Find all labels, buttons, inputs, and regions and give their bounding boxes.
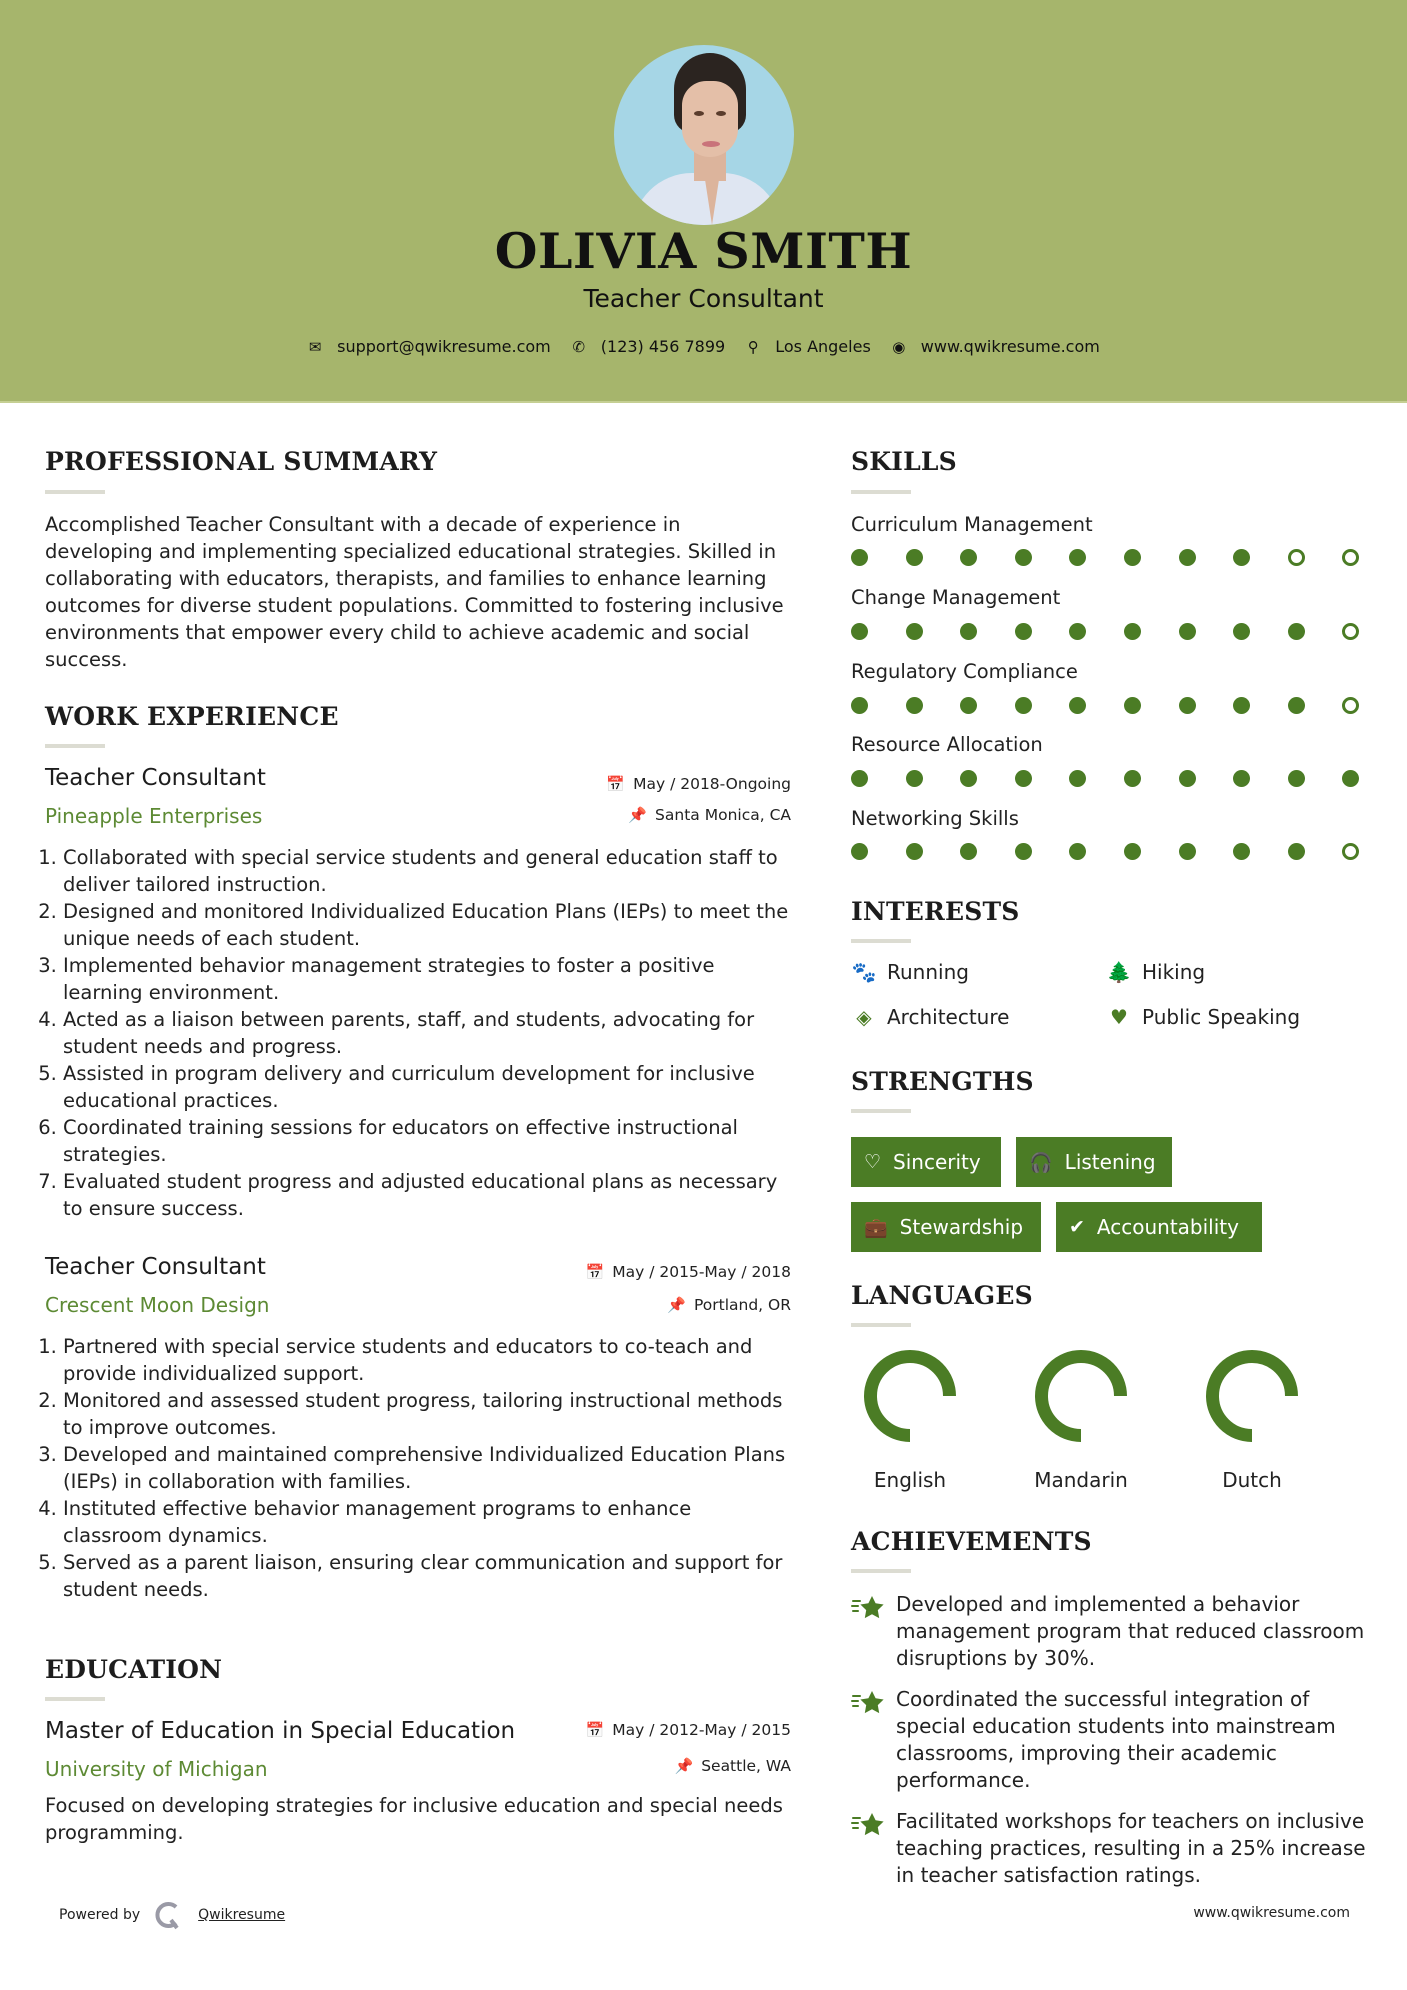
job-title: Teacher Consultant [45, 1254, 266, 1280]
skill-dot-filled [851, 623, 868, 640]
language-item [1192, 1350, 1312, 1492]
pushpin-icon: 📌 [674, 1757, 694, 1775]
strength-badge: ✔ Accountability [1056, 1202, 1262, 1252]
calendar-icon: 📅 [585, 1263, 605, 1281]
calendar-icon: 📅 [585, 1721, 605, 1739]
skill-dot-filled [1069, 843, 1086, 860]
job-dates: 📅 May / 2018-Ongoing [606, 775, 791, 793]
skill-label: Change Management [851, 586, 1061, 609]
candidate-role: Teacher Consultant [583, 284, 824, 313]
achievement-item: Facilitated workshops for teachers on inclusive teaching practices, resulting in a 25% increase in teacher satisfaction ratings. [851, 1808, 1371, 1889]
skill-dot-filled [851, 697, 868, 714]
interest-item: 🐾 Running [851, 960, 969, 984]
skill-dot-empty [1342, 549, 1359, 566]
skill-dot-filled [960, 843, 977, 860]
section-title-strengths: STRENGTHS [851, 1067, 1034, 1096]
skill-dot-filled [1124, 623, 1141, 640]
job-location: 📌 Santa Monica, CA [628, 806, 791, 824]
section-divider [851, 939, 911, 943]
education-description: Focused on developing strategies for inclusive education and special needs programming. [45, 1794, 783, 1844]
skill-dot-filled [1233, 623, 1250, 640]
phone-icon: ✆ [572, 337, 586, 356]
skill-dot-filled [906, 549, 923, 566]
job-location: 📌 Portland, OR [667, 1296, 791, 1314]
section-divider [851, 490, 911, 494]
resume-header [0, 0, 1407, 403]
skill-dot-filled [1015, 770, 1032, 787]
skill-dot-filled [1015, 549, 1032, 566]
bullet-item: 1. Collaborated with special service students and general education staff to deliver tailored instruction. [63, 844, 795, 898]
skill-dot-filled [1069, 549, 1086, 566]
skill-rating [851, 549, 1397, 566]
strength-badge: 💼 Stewardship [851, 1202, 1041, 1252]
section-title-experience: WORK EXPERIENCE [45, 702, 339, 731]
heart-outline-icon: ♡ [864, 1151, 882, 1173]
job-title: Teacher Consultant [45, 765, 266, 791]
skill-dot-filled [1179, 843, 1196, 860]
profile-photo [614, 45, 794, 225]
section-divider [45, 744, 105, 748]
skill-dot-empty [1342, 697, 1359, 714]
section-divider [851, 1569, 911, 1573]
skill-dot-empty [1342, 843, 1359, 860]
skill-dot-filled [1069, 770, 1086, 787]
education-location: 📌 Seattle, WA [674, 1757, 791, 1775]
skill-dot-filled [1179, 549, 1196, 566]
envelope-icon: ✉ [308, 337, 322, 356]
bullet-item: 5. Served as a parent liaison, ensuring clear communication and support for student needs. [63, 1549, 795, 1603]
skill-dot-filled [906, 623, 923, 640]
skill-dot-filled [1179, 770, 1196, 787]
bullet-item: 4. Instituted effective behavior management programs to enhance classroom dynamics. [63, 1495, 795, 1549]
school-name: University of Michigan [45, 1757, 268, 1781]
section-title-interests: INTERESTS [851, 897, 1020, 926]
skill-dot-filled [1288, 770, 1305, 787]
paw-icon: 🐾 [851, 960, 877, 984]
skill-dot-filled [1288, 697, 1305, 714]
skill-dot-filled [960, 770, 977, 787]
contact-location [745, 337, 871, 356]
skill-dot-filled [1124, 697, 1141, 714]
section-title-skills: SKILLS [851, 447, 957, 476]
headphones-icon: 🎧 [1029, 1151, 1053, 1174]
bullet-item: 4. Acted as a liaison between parents, staff, and students, advocating for student needs and progress. [63, 1006, 795, 1060]
powered-by [59, 1900, 285, 1930]
tree-icon: 🌲 [1106, 960, 1132, 984]
achievement-item: Coordinated the successful integration of special education students into mainstream classrooms, improving their academic performance. [851, 1686, 1371, 1794]
language-label: English [873, 1468, 947, 1492]
skill-label: Regulatory Compliance [851, 660, 1078, 683]
language-ring [1206, 1350, 1298, 1442]
skill-dot-filled [1015, 623, 1032, 640]
skill-dot-filled [906, 843, 923, 860]
skill-dot-filled [960, 549, 977, 566]
skill-dot-filled [1233, 697, 1250, 714]
strength-badge: 🎧 Listening [1016, 1137, 1172, 1187]
contact-phone[interactable] [571, 337, 725, 356]
skill-dot-filled [851, 549, 868, 566]
strength-badge: ♡ Sincerity [851, 1137, 1001, 1187]
section-divider [851, 1323, 911, 1327]
contact-website[interactable] [891, 337, 1100, 356]
star-award-icon [851, 1688, 885, 1716]
footer-website[interactable]: www.qwikresume.com [1193, 1905, 1350, 1921]
skill-dot-empty [1288, 549, 1305, 566]
skill-label: Networking Skills [851, 807, 1019, 830]
language-ring [1035, 1350, 1127, 1442]
skill-dot-filled [1124, 770, 1141, 787]
bullet-item: 5. Assisted in program delivery and curriculum development for inclusive educational practices. [63, 1060, 795, 1114]
skill-dot-filled [851, 770, 868, 787]
summary-text: Accomplished Teacher Consultant with a decade of experience in developing and implementing specialized educational strategies. Skilled in collaborating with educators, therapists, and families to enhance learning outcomes for diverse student populations. Committed to fostering inclusive environments that empower every child to achieve academic and social success. [45, 513, 784, 671]
bullet-item: 1. Partnered with special service students and educators to co-teach and provide individualized support. [63, 1333, 795, 1387]
language-label: Dutch [1222, 1468, 1282, 1492]
heartbeat-icon: ♥ [1110, 1005, 1128, 1029]
skill-label: Curriculum Management [851, 513, 1093, 536]
contact-location-text: Los Angeles [775, 337, 871, 356]
skill-dot-empty [1342, 623, 1359, 640]
candidate-name: OLIVIA SMITH [494, 222, 913, 280]
contact-email-text: support@qwikresume.com [337, 337, 551, 356]
section-title-summary: PROFESSIONAL SUMMARY [45, 447, 438, 476]
skill-rating [851, 770, 1397, 787]
skill-label: Resource Allocation [851, 733, 1043, 756]
education-dates: 📅 May / 2012-May / 2015 [585, 1721, 791, 1739]
contact-phone-text: (123) 456 7899 [600, 337, 726, 356]
skill-dot-filled [906, 770, 923, 787]
job-company: Pineapple Enterprises [45, 804, 263, 828]
skill-rating [851, 697, 1397, 714]
globe-icon: ◉ [892, 337, 906, 356]
skill-dot-filled [960, 697, 977, 714]
skill-dot-filled [1069, 623, 1086, 640]
section-title-education: EDUCATION [45, 1655, 223, 1684]
skill-dot-filled [1069, 697, 1086, 714]
star-award-icon [851, 1593, 885, 1621]
skill-dot-filled [1179, 623, 1196, 640]
skill-dot-filled [1015, 697, 1032, 714]
language-ring [864, 1350, 956, 1442]
interest-item: 🌲 Hiking [1106, 960, 1206, 984]
skill-dot-filled [906, 697, 923, 714]
bullet-item: 6. Coordinated training sessions for educators on effective instructional strategies. [63, 1114, 795, 1168]
powered-by-label: Powered by [59, 1907, 141, 1923]
skill-dot-filled [1233, 770, 1250, 787]
star-award-icon [851, 1810, 885, 1838]
map-pin-icon: ⚲ [747, 337, 759, 356]
degree-title: Master of Education in Special Education [45, 1718, 516, 1744]
skill-dot-filled [851, 843, 868, 860]
language-item [850, 1350, 970, 1492]
job-bullets [45, 1333, 795, 1603]
skill-dot-filled [1124, 549, 1141, 566]
language-label: Mandarin [1034, 1468, 1128, 1492]
skill-rating [851, 623, 1397, 640]
skill-dot-filled [1124, 843, 1141, 860]
contact-row [0, 337, 1407, 356]
section-title-languages: LANGUAGES [851, 1281, 1033, 1310]
job-dates: 📅 May / 2015-May / 2018 [585, 1263, 791, 1281]
bullet-item: 2. Designed and monitored Individualized Education Plans (IEPs) to meet the unique needs of each student. [63, 898, 795, 952]
pushpin-icon: 📌 [667, 1296, 686, 1314]
ruler-icon: ◈ [856, 1005, 872, 1029]
section-divider [45, 490, 105, 494]
skill-dot-filled [1233, 843, 1250, 860]
skill-rating [851, 843, 1397, 860]
skill-dot-filled [1342, 770, 1359, 787]
skill-dot-filled [960, 623, 977, 640]
skill-dot-filled [1288, 843, 1305, 860]
bullet-item: 3. Implemented behavior management strategies to foster a positive learning environment. [63, 952, 795, 1006]
check-circle-icon: ✔ [1069, 1216, 1085, 1238]
qwikresume-link[interactable]: Qwikresume [198, 1907, 286, 1923]
interest-item: ♥ Public Speaking [1106, 1005, 1300, 1029]
job-company: Crescent Moon Design [45, 1293, 270, 1317]
bullet-item: 7. Evaluated student progress and adjusted educational plans as necessary to ensure success. [63, 1168, 795, 1222]
bullet-item: 3. Developed and maintained comprehensive Individualized Education Plans (IEPs) in collaboration with families. [63, 1441, 795, 1495]
skill-dot-filled [1288, 623, 1305, 640]
briefcase-icon: 💼 [864, 1216, 888, 1239]
calendar-icon: 📅 [606, 775, 626, 793]
achievement-item: Developed and implemented a behavior management program that reduced classroom disruptions by 30%. [851, 1591, 1371, 1672]
job-bullets [45, 844, 795, 1222]
interest-item: ◈ Architecture [851, 1005, 1009, 1029]
bullet-item: 2. Monitored and assessed student progress, tailoring instructional methods to improve outcomes. [63, 1387, 795, 1441]
contact-website-text: www.qwikresume.com [920, 337, 1100, 356]
section-divider [851, 1109, 911, 1113]
section-divider [45, 1697, 105, 1701]
language-item [1021, 1350, 1141, 1492]
skill-dot-filled [1233, 549, 1250, 566]
skill-dot-filled [1015, 843, 1032, 860]
skill-dot-filled [1179, 697, 1196, 714]
section-title-achievements: ACHIEVEMENTS [851, 1527, 1092, 1556]
pushpin-icon: 📌 [628, 806, 648, 824]
qwikresume-logo-icon [154, 1900, 184, 1930]
contact-email[interactable] [307, 337, 551, 356]
